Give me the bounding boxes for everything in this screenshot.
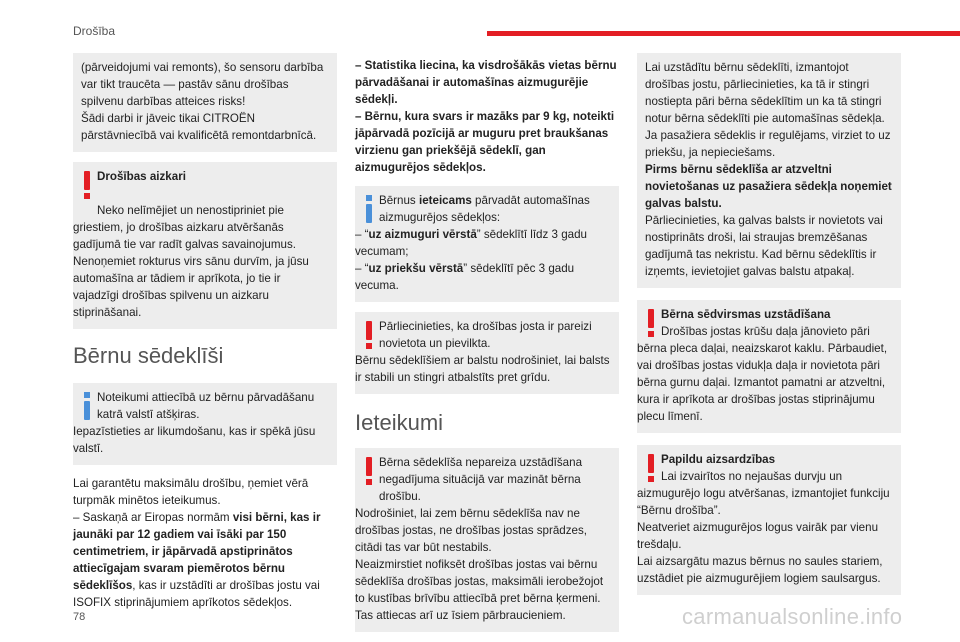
warning-icon [362,321,376,349]
info-icon [362,195,376,223]
warning-extra-p1: Lai izvairītos no nejaušas durvju un aizmugurējo logu atvēršanas, izmantojiet funkciju “Bērnu drošība”. [637,470,890,517]
safety-intro: Lai garantētu maksimālu drošību, ņemiet vērā turpmāk minētos ieteikumus. [73,477,309,507]
info-forward-facing [355,260,611,294]
warning-install-lead: Bērna sēdeklīša nepareiza uzstādīšana negadījuma situācijā var mazināt bērna drošību. [379,456,583,503]
info-recommended-lead [355,192,611,226]
info-recommended-post: pārvadāt automašīnas aizmugurējos sēdekļos: [379,194,590,224]
forward-facing-bold: uz priekšu vērstā [368,262,464,275]
column-3 [637,53,901,605]
warning-icon [362,457,376,485]
watermark: carmanualsonline.info [682,604,903,629]
sensor-note-p2: Šādi darbi ir jāveic tikai CITROËN pārstāvniecībā vai kvalificētā remontdarbnīcā. [81,112,317,142]
warning-booster-text: Drošības jostas krūšu daļa jānovieto pāri bērna pleca daļai, neaizskarot kaklu. Pārbaudiet, vai drošības jostas vidukļa daļa ir novietota pāri bērna gurnu daļai. Izmantot pamatni ar atzveltni, kura ir aprīkota ar drošības jostas stiprinājumu plecu līmenī. [637,325,888,423]
info-recommended-pre: Bērnus [379,194,419,207]
warning-extra-p3: Lai aizsargātu mazus bērnus no saules stariem, uzstādiet pie aizmugurējiem logiem saulsargus. [637,555,883,585]
warning-extra-p2: Neatveriet aizmugurējos logus vairāk par vienu trešdaļu. [637,521,879,551]
warning-curtains-body: Neko nelīmējiet un nenostipriniet pie griestiem, jo drošības aizkaru atvēršanās gadījumā tie var radīt galvas savainojumus. Nenoņemiet rokturus virs sānu durvīm, ja jūsu automašīna ar tādiem ir aprīkota, jo tie ir vajadzīgi drošības spilvenu un aizkaru stiprināšanai. [73,204,309,319]
warning-belt-text: Bērnu sēdeklīšiem ar balstu nodrošiniet, lai balsts ir stabili un stingri atbalstīts pret grīdu. [355,354,610,384]
statistics-line-2: – Bērnu, kura svars ir mazāks par 9 kg, noteikti jāpārvadā pozīcijā ar muguru pret braukšanas virzienu gan priekšējā sēdeklī, gan aizmugurējos sēdekļos. [355,110,615,174]
forward-facing-post: ” sēdeklītī pēc 3 gadu vecuma. [355,262,575,292]
warning-extra-title: Papildu aizsardzības [661,453,776,466]
rear-facing-post: ” sēdeklītī līdz 3 gadu vecumam; [355,228,587,258]
info-regulations-box [73,383,337,465]
info-recommended-box [355,186,619,302]
column-2 [355,53,619,642]
warning-extra-box [637,445,901,595]
sensor-note-box [73,53,337,152]
statistics-paragraph [355,53,619,176]
rear-facing-bold: uz aizmuguri vērstā [368,228,477,241]
warning-icon [644,309,658,337]
info-recommended-bold: ieteicams [418,194,472,207]
column-1 [73,53,337,611]
statistics-line-1: – Statistika liecina, ka visdrošākās vietas bērnu pārvadāšanai ir automašīnas aizmugurējie sēdekļi. [355,59,617,106]
warning-install-box [355,448,619,632]
warning-install-p1: Nodrošiniet, lai zem bērnu sēdeklīša nav ne drošības jostas, ne drošības jostas sprādzes, citādi tas var būt nestabils. [355,507,587,554]
info-regulations-text: Iepazīstieties ar likumdošanu, kas ir spēkā jūsu valstī. [73,425,316,455]
info-rear-facing [355,226,611,260]
warning-curtains-title: Drošības aizkari [97,170,186,183]
headrest-removal-bold: Pirms bērnu sēdeklīša ar atzveltni novietošanas uz pasažiera sēdekļa noņemiet galvas balstu. [645,163,892,210]
headrest-check-text: Pārliecinieties, ka galvas balsts ir novietots vai nostiprināts droši, lai straujas bremzēšanas gadījumā tas nekristu. Kad bērnu sēdeklītis ir izņemts, ievietojiet galvas balstu atpakaļ. [645,214,883,278]
warning-curtains-text [73,185,329,202]
header-accent-bar [487,31,960,36]
seatbelt-install-text: Lai uzstādītu bērnu sēdeklīti, izmantojot drošības jostu, pārliecinieties, ka tā ir stingri nostiepta pāri bērna sēdeklītim un ka tā stingri notur bērna sēdeklīti pie automašīnas sēdekļa. Ja pasažiera sēdeklis ir regulējams, virziet to uz priekšu, ja nepieciešams. [645,61,891,159]
sensor-note-p1: (pārveidojumi vai remonts), šo sensoru darbība var tikt traucēta — pastāv sānu drošības spilvenu darbības atteices risks! [81,61,324,108]
section-title: Drošība [73,24,116,38]
warning-booster-box [637,300,901,433]
safety-bold: visi bērni, kas ir jaunāki par 12 gadiem vai īsāki par 150 centimetriem, ir jāpārvadā apstiprinātos attiecīgajam svaram piemērotos bērnu sēdeklīšos [73,511,321,592]
heading-recommendations: Ieteikumi [355,410,444,435]
warning-icon [644,454,658,482]
page-number: 78 [73,611,86,623]
warning-icon [80,171,94,199]
heading-child-seats: Bērnu sēdeklīši [73,343,224,368]
safety-intro-paragraph [73,475,337,611]
warning-belt-lead: Pārliecinieties, ka drošības josta ir pareizi novietota un pievilkta. [379,320,592,350]
warning-curtains-box [73,162,337,329]
warning-belt-box [355,312,619,394]
rear-facing-pre: – “ [355,228,369,241]
warning-booster-title: Bērna sēdvirsmas uzstādīšana [661,308,831,321]
forward-facing-pre: – “ [355,262,369,275]
info-regulations-lead: Noteikumi attiecībā uz bērnu pārvadāšanu katrā valstī atšķiras. [97,391,315,421]
seatbelt-install-box [637,53,901,288]
safety-end: , kas ir uzstādīti ar drošības jostu vai ISOFIX stiprinājumiem aprīkotos sēdekļos. [73,579,320,609]
info-icon [80,392,94,420]
warning-install-p2: Neaizmirstiet nofiksēt drošības jostas vai bērnu sēdeklīša drošības jostas, maksimāli ierobežojot to kustības brīvību attiecībā pret bērna ķermeni. Tas attiecas arī uz īsiem pārbraucieniem. [355,558,604,622]
safety-dash: – Saskaņā ar Eiropas normām [73,511,233,524]
